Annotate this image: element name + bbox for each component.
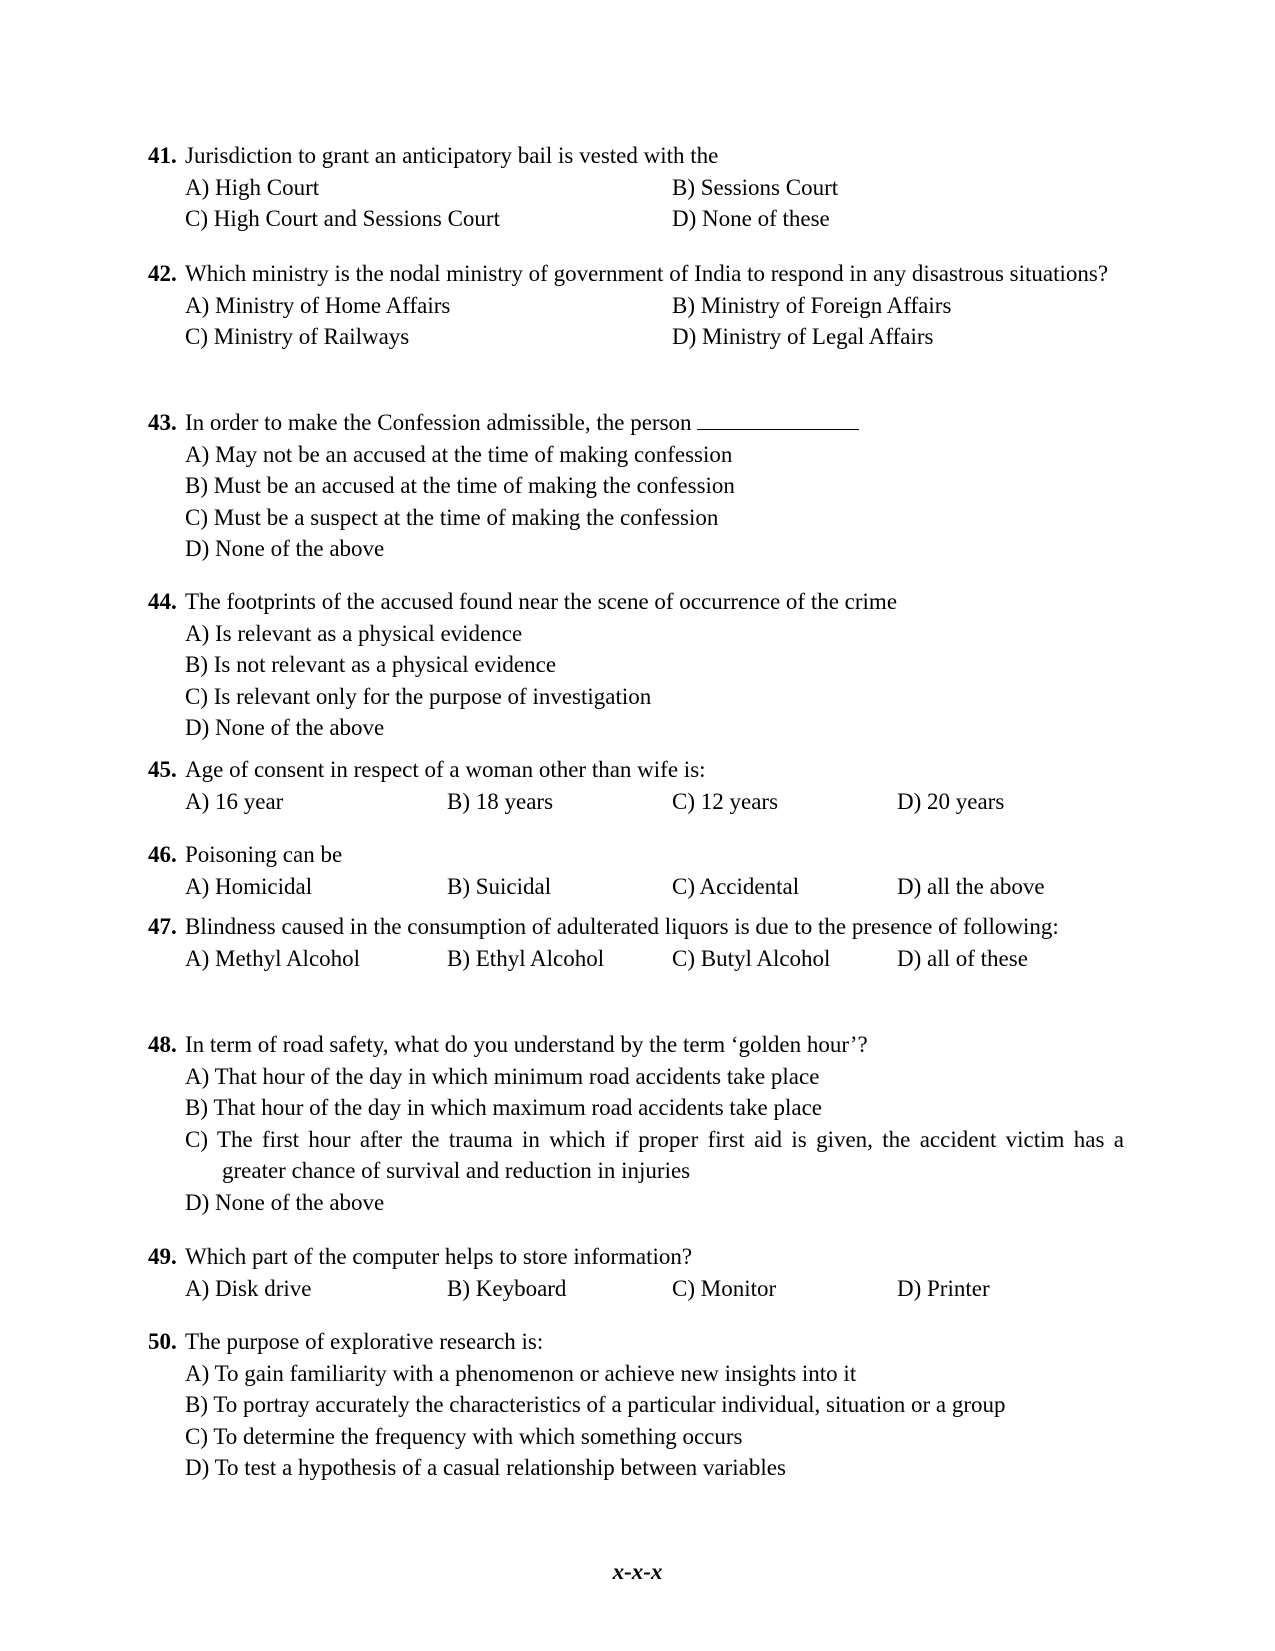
option-d: D) None of these — [672, 206, 830, 231]
question-44 — [148, 586, 1124, 744]
option-d: D) 20 years — [897, 788, 1005, 814]
option-c: C) Monitor — [672, 1275, 777, 1301]
question-text: Jurisdiction to grant an anticipatory bail is vested with the — [185, 143, 719, 168]
question-number: 50. — [148, 1329, 177, 1354]
option-c: C) Is relevant only for the purpose of investigation — [185, 683, 652, 709]
question-46 — [148, 839, 1124, 902]
option-b: B) Ministry of Foreign Affairs — [672, 292, 952, 318]
end-mark: x-x-x — [612, 1559, 663, 1584]
question-text: The footprints of the accused found near the scene of occurrence of the crime — [185, 589, 898, 614]
option-c: C) Accidental — [672, 873, 800, 899]
option-b: B) Keyboard — [447, 1275, 567, 1301]
question-42 — [148, 258, 1124, 353]
option-b: B) 18 years — [447, 788, 554, 814]
question-number: 47. — [148, 914, 177, 939]
question-number: 43. — [148, 410, 177, 435]
question-48 — [148, 1029, 1124, 1218]
question-number: 45. — [148, 757, 177, 782]
option-d: D) Printer — [897, 1275, 990, 1301]
option-c: C) Must be a suspect at the time of making the confession — [185, 504, 719, 530]
option-b: B) Suicidal — [447, 873, 552, 899]
option-b: B) Ethyl Alcohol — [447, 945, 605, 971]
option-a: A) High Court — [185, 174, 320, 200]
question-43 — [148, 407, 1124, 565]
question-45 — [148, 754, 1124, 817]
question-number: 48. — [148, 1032, 177, 1057]
option-b: B) That hour of the day in which maximum road accidents take place — [185, 1095, 822, 1120]
option-c: C) High Court and Sessions Court — [185, 206, 500, 231]
option-a: A) To gain familiarity with a phenomenon or achieve new insights into it — [185, 1360, 857, 1386]
question-text: In order to make the Confession admissible, the person — [185, 410, 692, 435]
option-a: A) May not be an accused at the time of making confession — [185, 441, 733, 467]
question-number: 42. — [148, 261, 177, 286]
option-a: A) Ministry of Home Affairs — [185, 292, 451, 318]
option-a: A) Disk drive — [185, 1275, 312, 1301]
answer-blank — [697, 409, 859, 430]
option-a: A) Homicidal — [185, 873, 313, 899]
question-text: The purpose of explorative research is: — [185, 1329, 544, 1354]
question-text: Age of consent in respect of a woman other than wife is: — [185, 757, 706, 782]
option-a: A) Is relevant as a physical evidence — [185, 620, 523, 646]
question-text: In term of road safety, what do you understand by the term ‘golden hour’? — [185, 1032, 868, 1057]
question-text: Which ministry is the nodal ministry of government of India to respond in any disastrous situations? — [185, 261, 1109, 286]
option-b: B) Sessions Court — [672, 174, 839, 200]
question-number: 49. — [148, 1244, 177, 1269]
option-a: A) Methyl Alcohol — [185, 945, 361, 971]
option-d: D) To test a hypothesis of a casual relationship between variables — [185, 1455, 786, 1480]
option-a: A) That hour of the day in which minimum road accidents take place — [185, 1063, 820, 1089]
option-d: D) None of the above — [185, 715, 385, 740]
question-text: Which part of the computer helps to store information? — [185, 1244, 693, 1269]
question-number: 41. — [148, 143, 177, 168]
question-41 — [148, 140, 1124, 235]
option-d: D) all the above — [897, 873, 1045, 899]
question-text: Poisoning can be — [185, 842, 343, 867]
question-47 — [148, 911, 1124, 974]
option-b: B) Is not relevant as a physical evidence — [185, 652, 557, 677]
option-c: C) Butyl Alcohol — [672, 945, 831, 971]
option-b: B) To portray accurately the characteristics of a particular individual, situation or a group — [185, 1392, 1006, 1417]
option-d: D) Ministry of Legal Affairs — [672, 324, 934, 349]
option-c: C) 12 years — [672, 788, 779, 814]
option-d: D) None of the above — [185, 1189, 385, 1215]
option-d: D) None of the above — [185, 536, 385, 561]
question-number: 44. — [148, 589, 177, 614]
question-50 — [148, 1326, 1124, 1484]
option-c: C) To determine the frequency with which something occurs — [185, 1423, 743, 1449]
option-c: C) Ministry of Railways — [185, 324, 410, 349]
question-number: 46. — [148, 842, 177, 867]
option-c: C) The first hour after the trauma in which if proper first aid is given, the accident victim has a greater chance of survival and reduction in injuries — [185, 1126, 1124, 1183]
option-a: A) 16 year — [185, 788, 284, 814]
question-49 — [148, 1241, 1124, 1304]
option-b: B) Must be an accused at the time of making the confession — [185, 473, 735, 498]
question-text: Blindness caused in the consumption of adulterated liquors is due to the presence of following: — [185, 914, 1059, 939]
option-d: D) all of these — [897, 945, 1028, 971]
